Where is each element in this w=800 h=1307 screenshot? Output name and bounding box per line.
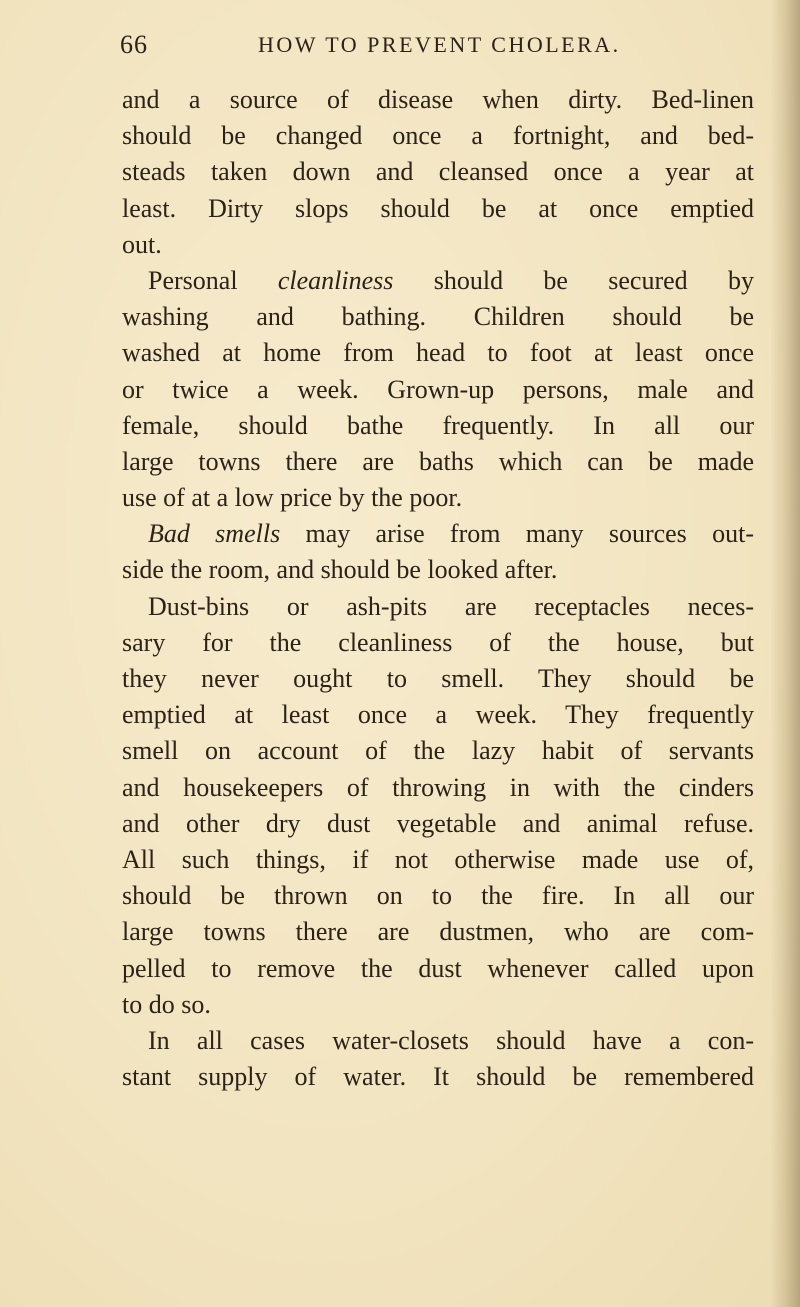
text-line: and housekeepers of throwing in with the cinders (122, 772, 754, 802)
text-line: stant supply of water. It should be remembered (122, 1062, 754, 1092)
text-line: washing and bathing. Children should be (122, 302, 754, 332)
text-line: emptied at least once a week. They frequently (122, 700, 754, 730)
text-line: should be thrown on to the fire. In all our (122, 881, 754, 911)
text-line: In all cases water-closets should have a con- (148, 1025, 754, 1055)
text-segment: may arise from many sources out- (280, 519, 754, 549)
text-line: large towns there are dustmen, who are com- (122, 917, 754, 947)
text-line: they never ought to smell. They should be (122, 664, 754, 693)
text-line: side the room, and should be looked after. (122, 555, 558, 585)
text-line (122, 516, 754, 552)
text-line: pelled to remove the dust whenever called upon (122, 953, 754, 983)
text-line: out. (122, 229, 162, 259)
text-line (122, 263, 754, 299)
text-line: to do so. (122, 989, 211, 1019)
italic-term: cleanliness (277, 265, 394, 295)
text-line: or twice a week. Grown-up persons, male and (122, 374, 754, 404)
text-line: washed at home from head to foot at least once (122, 338, 754, 368)
text-line: steads taken down and cleansed once a year at (122, 157, 754, 187)
text-line: and other dry dust vegetable and animal refuse. (122, 808, 754, 838)
text-segment: should be secured by (393, 265, 754, 295)
text-line: should be changed once a fortnight, and bed- (122, 121, 754, 151)
text-line: female, should bathe frequently. In all our (122, 410, 754, 440)
text-line: sary for the cleanliness of the house, but (122, 627, 754, 657)
body-text (122, 82, 754, 1095)
text-line: least. Dirty slops should be at once emptied (122, 193, 754, 223)
running-title: HOW TO PREVENT CHOLERA. (258, 32, 621, 57)
text-line: Dust-bins or ash-pits are receptacles neces- (148, 591, 754, 621)
text-line: large towns there are baths which can be made (122, 446, 754, 476)
page-header (0, 30, 800, 70)
text-line: and a source of disease when dirty. Bed-linen (122, 85, 754, 114)
text-segment: Personal (148, 265, 278, 295)
text-line: smell on account of the lazy habit of servants (122, 736, 754, 766)
italic-term: Bad smells (148, 519, 281, 549)
text-line: use of at a low price by the poor. (122, 483, 463, 513)
text-line: All such things, if not otherwise made use of, (122, 844, 754, 874)
page-number: 66 (120, 30, 148, 59)
